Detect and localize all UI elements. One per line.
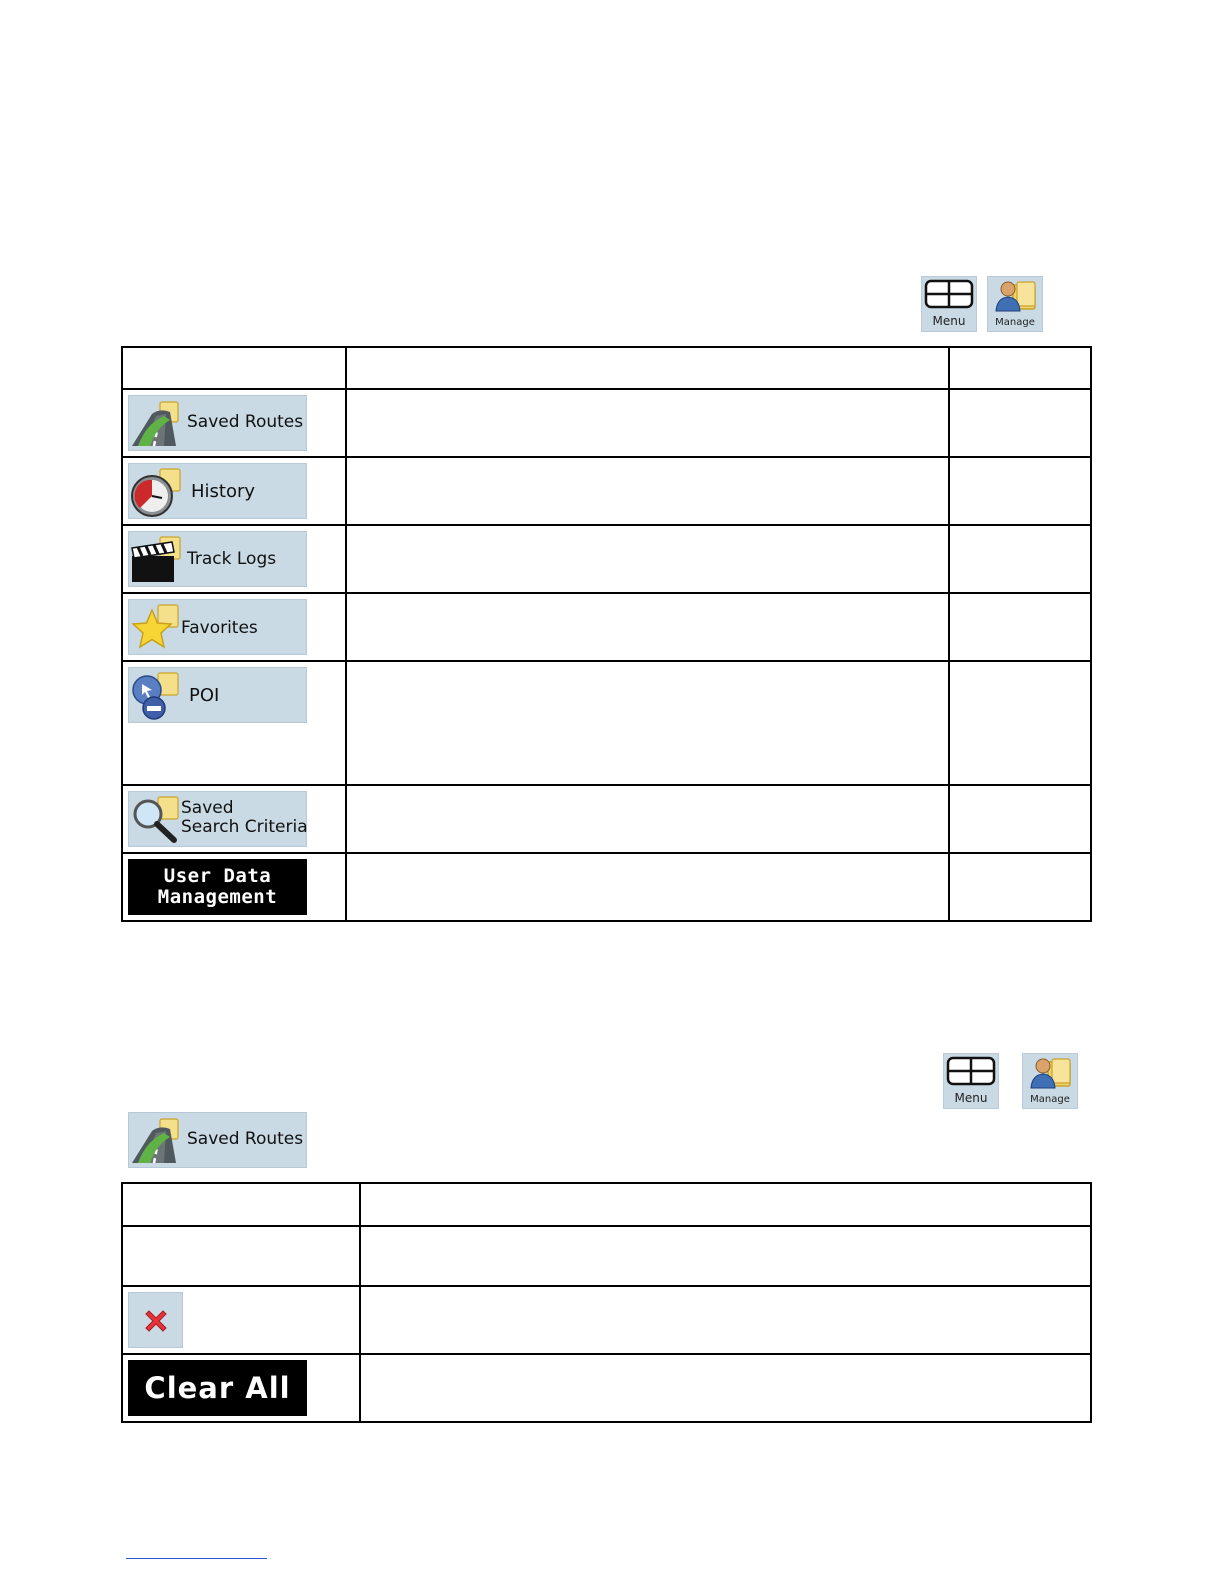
- button-cell: [122, 525, 346, 593]
- saved-routes-label: Saved Routes: [187, 1129, 304, 1149]
- button-cell: [122, 1286, 360, 1354]
- menu-grid-icon: [924, 279, 974, 309]
- favorites-button[interactable]: [128, 599, 307, 655]
- menu-button[interactable]: [921, 276, 977, 332]
- description-cell: [346, 525, 949, 593]
- manage-button-2[interactable]: [1022, 1053, 1078, 1109]
- feature-table: [121, 346, 1092, 922]
- manage-label: Manage: [995, 317, 1035, 328]
- poi-label: POI: [189, 685, 220, 706]
- saved-search-label-line1: Saved: [181, 798, 234, 818]
- user-data-management-button[interactable]: [128, 859, 307, 915]
- button-cell: [122, 1354, 360, 1422]
- button-cell: [122, 389, 346, 457]
- button-cell: [122, 661, 346, 785]
- description-cell: [346, 661, 949, 785]
- track-logs-button[interactable]: [128, 531, 307, 587]
- description-cell: [346, 785, 949, 853]
- reference-cell: [949, 525, 1091, 593]
- footnote-separator: [126, 1558, 267, 1559]
- road-icon: [130, 1117, 184, 1165]
- track-logs-label: Track Logs: [187, 549, 277, 569]
- button-cell: [122, 457, 346, 525]
- reference-cell: [949, 853, 1091, 921]
- table-row: [122, 525, 1091, 593]
- description-cell: [360, 1354, 1091, 1422]
- udm-label-line1: User Data: [163, 865, 272, 887]
- clock-icon: [130, 468, 184, 518]
- table-row: [122, 593, 1091, 661]
- saved-routes-table-header-row: [122, 1183, 1091, 1226]
- star-icon: [130, 604, 184, 652]
- magnifier-icon: [130, 796, 184, 846]
- menu-label: Menu: [954, 1091, 988, 1105]
- saved-routes-label: Saved Routes: [187, 412, 304, 432]
- clear-all-button[interactable]: [128, 1360, 307, 1416]
- manage-icon: [993, 279, 1039, 313]
- clear-all-label: Clear All: [144, 1371, 291, 1405]
- description-cell: [346, 853, 949, 921]
- poi-icon: [130, 672, 184, 722]
- saved-routes-table: [121, 1182, 1092, 1423]
- header-cell: [949, 347, 1091, 389]
- saved-routes-button-standalone[interactable]: [128, 1112, 307, 1168]
- button-cell: [122, 853, 346, 921]
- reference-cell: [949, 457, 1091, 525]
- menu-grid-icon: [946, 1056, 996, 1086]
- saved-routes-button[interactable]: [128, 395, 307, 451]
- history-label: History: [191, 481, 256, 502]
- table-row: [122, 661, 1091, 785]
- clapperboard-icon: [130, 536, 184, 584]
- udm-label-line2: Management: [157, 886, 278, 908]
- description-cell: [346, 389, 949, 457]
- feature-table-header-row: [122, 347, 1091, 389]
- menu-button-2[interactable]: [943, 1053, 999, 1109]
- history-button[interactable]: [128, 463, 307, 519]
- header-cell: [360, 1183, 1091, 1226]
- table-row: [122, 1354, 1091, 1422]
- description-cell: [360, 1226, 1091, 1286]
- manage-button[interactable]: [987, 276, 1043, 332]
- table-row: [122, 785, 1091, 853]
- reference-cell: [949, 593, 1091, 661]
- table-row: [122, 853, 1091, 921]
- road-icon: [130, 400, 184, 448]
- button-cell: [122, 785, 346, 853]
- table-row: [122, 389, 1091, 457]
- reference-cell: [949, 661, 1091, 785]
- manage-icon: [1028, 1056, 1074, 1090]
- header-cell: [122, 347, 346, 389]
- favorites-label: Favorites: [181, 618, 258, 638]
- poi-button[interactable]: [128, 667, 307, 723]
- description-cell: [360, 1286, 1091, 1354]
- red-x-icon: [141, 1306, 171, 1336]
- saved-search-criteria-button[interactable]: [128, 791, 307, 847]
- button-cell: [122, 1226, 360, 1286]
- table-row: [122, 1286, 1091, 1354]
- reference-cell: [949, 785, 1091, 853]
- saved-search-label-line2: Search Criteria: [181, 817, 308, 837]
- menu-label: Menu: [932, 314, 966, 328]
- table-row: [122, 1226, 1091, 1286]
- header-cell: [122, 1183, 360, 1226]
- reference-cell: [949, 389, 1091, 457]
- manage-label: Manage: [1030, 1094, 1070, 1105]
- description-cell: [346, 593, 949, 661]
- delete-button[interactable]: [128, 1292, 183, 1348]
- table-row: [122, 457, 1091, 525]
- button-cell: [122, 593, 346, 661]
- header-cell: [346, 347, 949, 389]
- description-cell: [346, 457, 949, 525]
